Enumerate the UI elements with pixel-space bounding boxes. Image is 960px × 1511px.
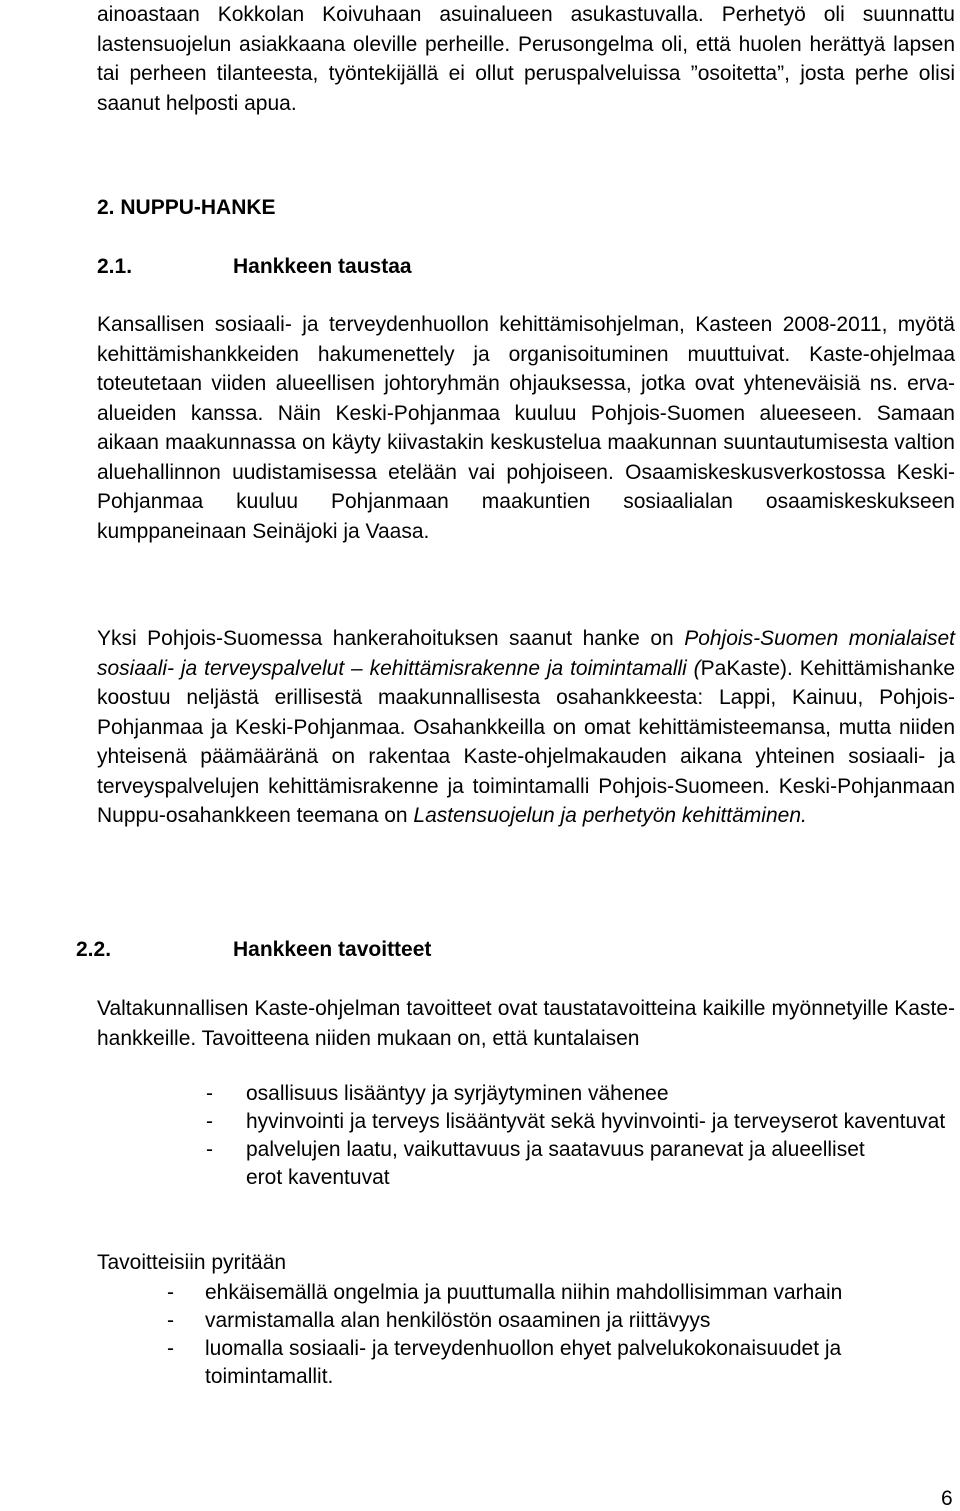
paragraph-2-text-b: PaKaste). Kehittämishanke koostuu neljästä erillisestä maakunnallisesta osahankkeesta: Lappi, Kainuu, Pohjois-Pohjanmaa ja Keski-Pohjanmaa. Osahankkeilla on omat kehittämisteemansa, mutta niiden yhteisenä päämääränä on rakentaa Kaste-ohjelmakauden aikana yhteinen sosiaali- ja terveyspalvelujen kehittämisrakenne ja toimintamalli Pohjois-Suomeen. Keski-Pohjanmaan Nuppu-osahankkeen teemana on — [97, 656, 955, 827]
aim-text: luomalla sosiaali- ja terveydenhuollon ehyet palvelukokonaisuudet ja toimintamallit. — [205, 1337, 842, 1388]
dash-bullet: - — [206, 1138, 213, 1161]
aim-text: ehkäisemällä ongelmia ja puuttumalla niihin mahdollisimman varhain — [205, 1281, 843, 1304]
list-item — [206, 1080, 946, 1108]
paragraph-2-italic-theme: Lastensuojelun ja perhetyön kehittäminen. — [413, 804, 807, 827]
list-item — [206, 1108, 946, 1136]
section-2-1-paragraph-1: Kansallisen sosiaali- ja terveydenhuollon kehittämisohjelman, Kasteen 2008-2011, myötä kehittämishankkeiden hakumenettely ja organisoituminen muuttuivat. Kaste-ohjelmaa toteutetaan viiden alueellisen johtoryhmän ohjauksessa, jotka ovat yhteneväisiä ns. erva-alueiden kanssa. Näin Keski-Pohjanmaa kuuluu Pohjois-Suomen alueeseen. Samaan aikaan maakunnassa on käyty kiivastakin keskustelua maakunnan suuntautumisesta valtion aluehallinnon uudistamisessa etelään vai pohjoiseen. Osaamiskeskusverkostossa Keski-Pohjanmaa kuuluu Pohjanmaan maakuntien sosiaalialan osaamiskeskukseen kumppaneinaan Seinäjoki ja Vaasa. — [97, 313, 955, 543]
intro-paragraph: ainoastaan Kokkolan Koivuhaan asuinalueen asukastuvalla. Perhetyö oli suunnattu lastensuojelun asiakkaana oleville perheille. Perusongelma oli, että huolen herättyä lapsen tai perheen tilanteesta, työntekijällä ei ollut peruspalveluissa ”osoitetta”, josta perhe olisi saanut helposti apua. — [97, 3, 955, 115]
aims-label: Tavoitteisiin pyritään — [97, 1251, 287, 1274]
section-2-2-title: Hankkeen tavoitteet — [233, 938, 432, 961]
dash-bullet: - — [167, 1281, 174, 1304]
goal-text: palvelujen laatu, vaikuttavuus ja saatavuus paranevat ja alueelliset erot kaventuvat — [246, 1138, 865, 1189]
section-2-2-number: 2.2. — [76, 938, 112, 961]
dash-bullet: - — [206, 1110, 213, 1133]
section-2-number: 2. — [97, 196, 115, 219]
list-item — [167, 1279, 957, 1307]
list-item — [167, 1335, 957, 1391]
paragraph-2-italic-project-name: Pohjois-Suomen monialaiset sosiaali- ja terveyspalvelut – kehittämisrakenne ja toimintamalli ( — [97, 627, 955, 680]
list-item — [167, 1307, 957, 1335]
dash-bullet: - — [167, 1337, 174, 1360]
goal-text: hyvinvointi ja terveys lisääntyvät sekä hyvinvointi- ja terveyserot kaventuvat — [246, 1110, 946, 1133]
dash-bullet: - — [167, 1309, 174, 1332]
aim-text: varmistamalla alan henkilöstön osaaminen ja riittävyys — [205, 1309, 711, 1332]
paragraph-2-text-a: Yksi Pohjois-Suomessa hankerahoituksen saanut hanke on — [97, 627, 685, 650]
page-number: 6 — [941, 1487, 953, 1510]
section-2-2-paragraph: Valtakunnallisen Kaste-ohjelman tavoitteet ovat taustatavoitteina kaikille myönnetyille Kaste-hankkeille. Tavoitteena niiden mukaan on, että kuntalaisen — [97, 997, 955, 1050]
aims-list — [167, 1279, 957, 1391]
section-2-heading — [97, 196, 276, 220]
section-2-title: NUPPU-HANKE — [120, 196, 276, 219]
section-2-1-paragraph-2 — [97, 624, 955, 831]
goals-list — [206, 1080, 946, 1192]
list-item — [206, 1136, 866, 1192]
section-2-1-title: Hankkeen taustaa — [233, 255, 412, 278]
dash-bullet: - — [206, 1082, 213, 1105]
goal-text: osallisuus lisääntyy ja syrjäytyminen vähenee — [246, 1082, 669, 1105]
section-2-1-number: 2.1. — [97, 255, 133, 278]
